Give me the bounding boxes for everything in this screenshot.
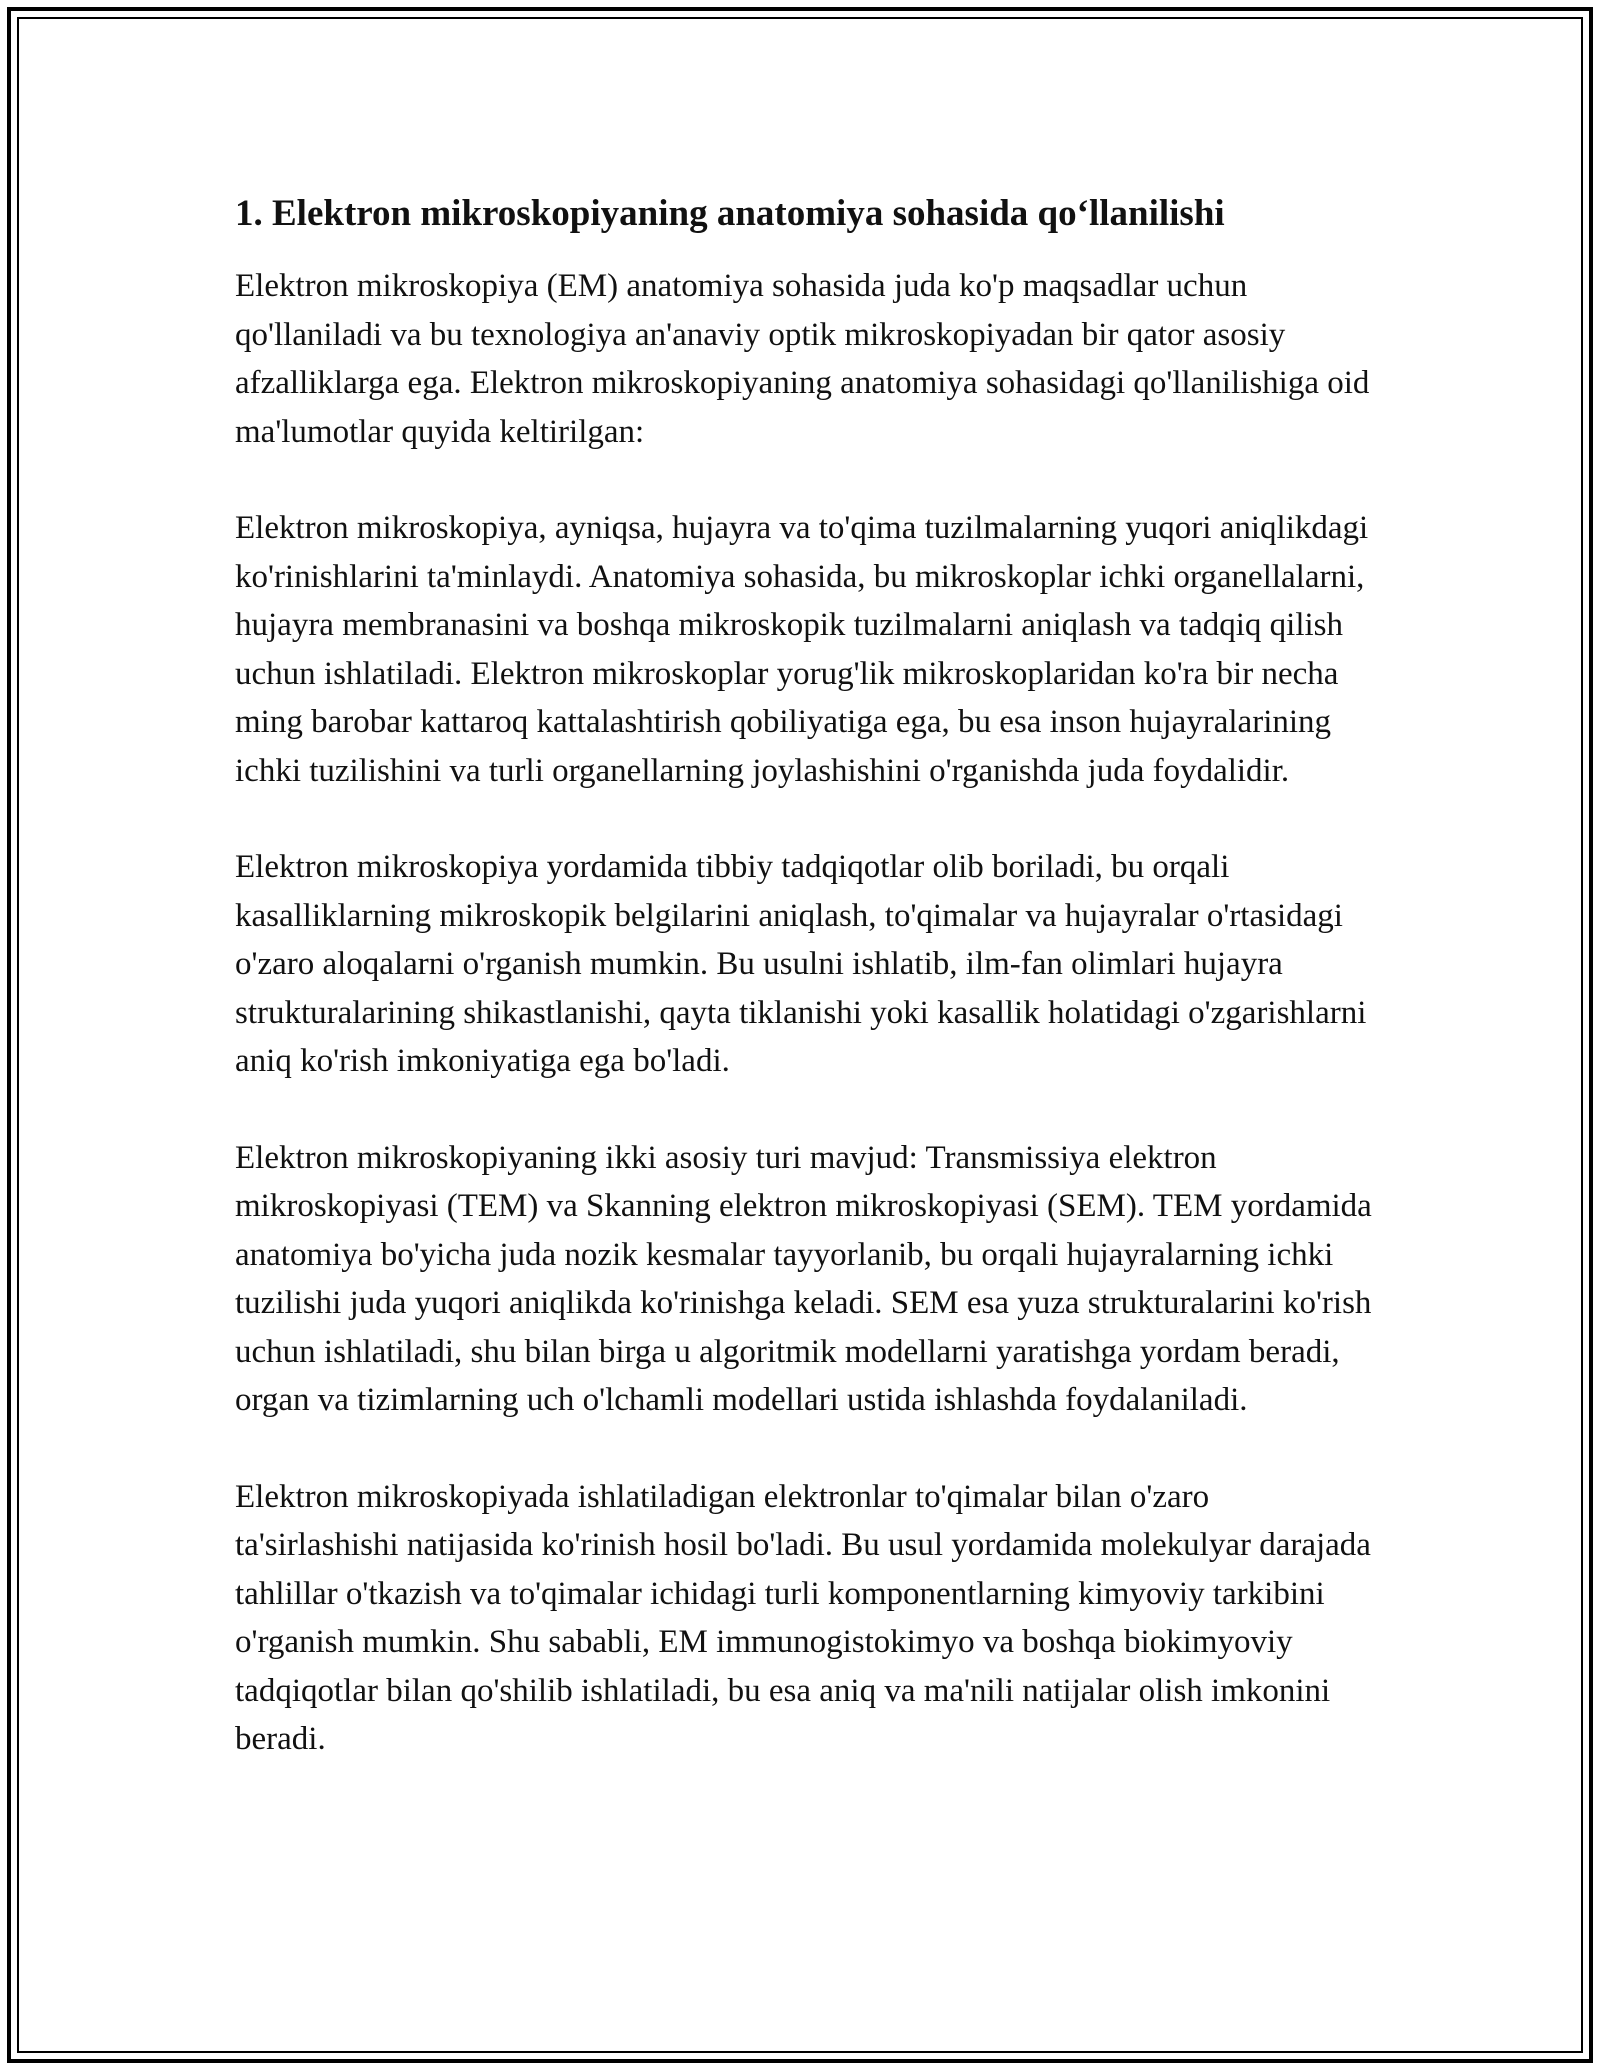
document-body	[235, 188, 1375, 1764]
section-heading: 1. Elektron mikroskopiyaning anatomiya sohasida qo‘llanilishi	[235, 193, 1225, 234]
paragraph-resolution: Elektron mikroskopiya, ayniqsa, hujayra va to'qima tuzilmalarning yuqori aniqlikdagi ko'rinishlarini ta'minlaydi. Anatomiya sohasida, bu mikroskoplar ichki organellalarni, hujayra membranasini va boshqa mikroskopik tuzilmalarni aniqlash va tadqiq qilish uchun ishlatiladi. Elektron mikroskoplar yorug'lik mikroskoplaridan ko'ra bir necha ming barobar kattaroq kattalashtirish qobiliyatiga ega, bu esa inson hujayralarining ichki tuzilishini va turli organellarning joylashishini o'rganishda juda foydalidir.	[235, 510, 1369, 789]
paragraph-tem-sem: Elektron mikroskopiyaning ikki asosiy turi mavjud: Transmissiya elektron mikroskopiyasi (TEM) va Skanning elektron mikroskopiyasi (SEM). TEM yordamida anatomiya bo'yicha juda nozik kesmalar tayyorlanib, bu orqali hujayralarning ichki tuzilishi juda yuqori aniqlikda ko'rinishga keladi. SEM esa yuza strukturalarini ko'rish uchun ishlatiladi, shu bilan birga u algoritmik modellarni yaratishga yordam beradi, organ va tizimlarning uch o'lchamli modellari ustida ishlashda foydalaniladi.	[235, 1139, 1372, 1418]
paragraph-medical-research: Elektron mikroskopiya yordamida tibbiy tadqiqotlar olib boriladi, bu orqali kasalliklarning mikroskopik belgilarini aniqlash, to'qimalar va hujayralar o'rtasidagi o'zaro aloqalarni o'rganish mumkin. Bu usulni ishlatib, ilm-fan olimlari hujayra strukturalarining shikastlanishi, qayta tiklanishi yoki kasallik holatidagi o'zgarishlarni aniq ko'rish imkoniyatiga ega bo'ladi.	[235, 849, 1367, 1079]
paragraph-intro: Elektron mikroskopiya (EM) anatomiya sohasida juda ko'p maqsadlar uchun qo'llaniladi va bu texnologiya an'anaviy optik mikroskopiyadan bir qator asosiy afzalliklarga ega. Elektron mikroskopiyaning anatomiya sohasidagi qo'llanilishiga oid ma'lumotlar quyida keltirilgan:	[235, 268, 1370, 450]
paragraph-molecular-analysis: Elektron mikroskopiyada ishlatiladigan elektronlar to'qimalar bilan o'zaro ta'sirlashishi natijasida ko'rinish hosil bo'ladi. Bu usul yordamida molekulyar darajada tahlillar o'tkazish va to'qimalar ichidagi turli komponentlarning kimyoviy tarkibini o'rganish mumkin. Shu sababli, EM immunogistokimyo va boshqa biokimyoviy tadqiqotlar bilan qo'shilib ishlatiladi, bu esa aniq va ma'nili natijalar olish imkonini beradi.	[235, 1478, 1371, 1757]
